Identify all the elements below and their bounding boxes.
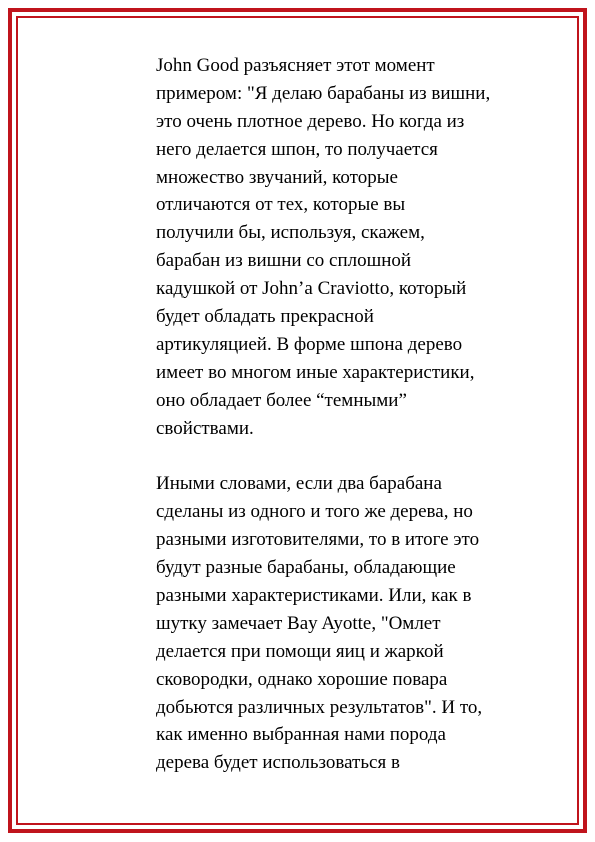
text-line: отличаются от тех, которые вы [156,194,406,216]
text-line: множество звучаний, которые [156,166,398,188]
document-body [156,52,516,777]
text-line: John Good разъясняет этот момент [156,55,435,76]
paragraph-spacer [156,442,516,470]
text-line: дерева будет использоваться в [156,752,400,774]
text-line: это очень плотное дерево. Но когда из [156,110,465,132]
text-line: будет обладать прекрасной [156,306,374,328]
text-line: делается при помощи яиц и жаркой [156,640,444,662]
text-line: разными изготовителями, то в итоге это [156,529,480,551]
text-line: него делается шпон, то получается [156,138,438,160]
text-line: имеет во многом иные характеристики, [156,361,475,383]
text-line: оно обладает более “темными” [156,389,407,411]
text-line: как именно выбранная нами порода [156,724,446,746]
paragraph-1 [156,52,516,442]
text-line: Иными словами, если два барабана [156,473,442,495]
paragraph-2 [156,470,516,777]
text-line: свойствами. [156,417,254,439]
text-line: добьются различных результатов". И то, [156,696,483,718]
text-line: артикуляцией. В форме шпона дерево [156,333,463,355]
text-line: примером: "Я делаю барабаны из вишни, [156,82,491,104]
text-line: будут разные барабаны, обладающие [156,557,456,579]
text-line: сделаны из одного и того же дерева, но [156,501,473,523]
text-line: барабан из вишни со сплошной [156,250,412,272]
text-line: получили бы, используя, скажем, [156,222,425,244]
text-line: кадушкой от John’a Craviotto, который [156,278,467,300]
text-line: разными характеристиками. Или, как в [156,585,472,607]
text-line: сковородки, однако хорошие повара [156,668,448,690]
text-line: шутку замечает Bay Ayotte, "Омлет [156,612,441,634]
